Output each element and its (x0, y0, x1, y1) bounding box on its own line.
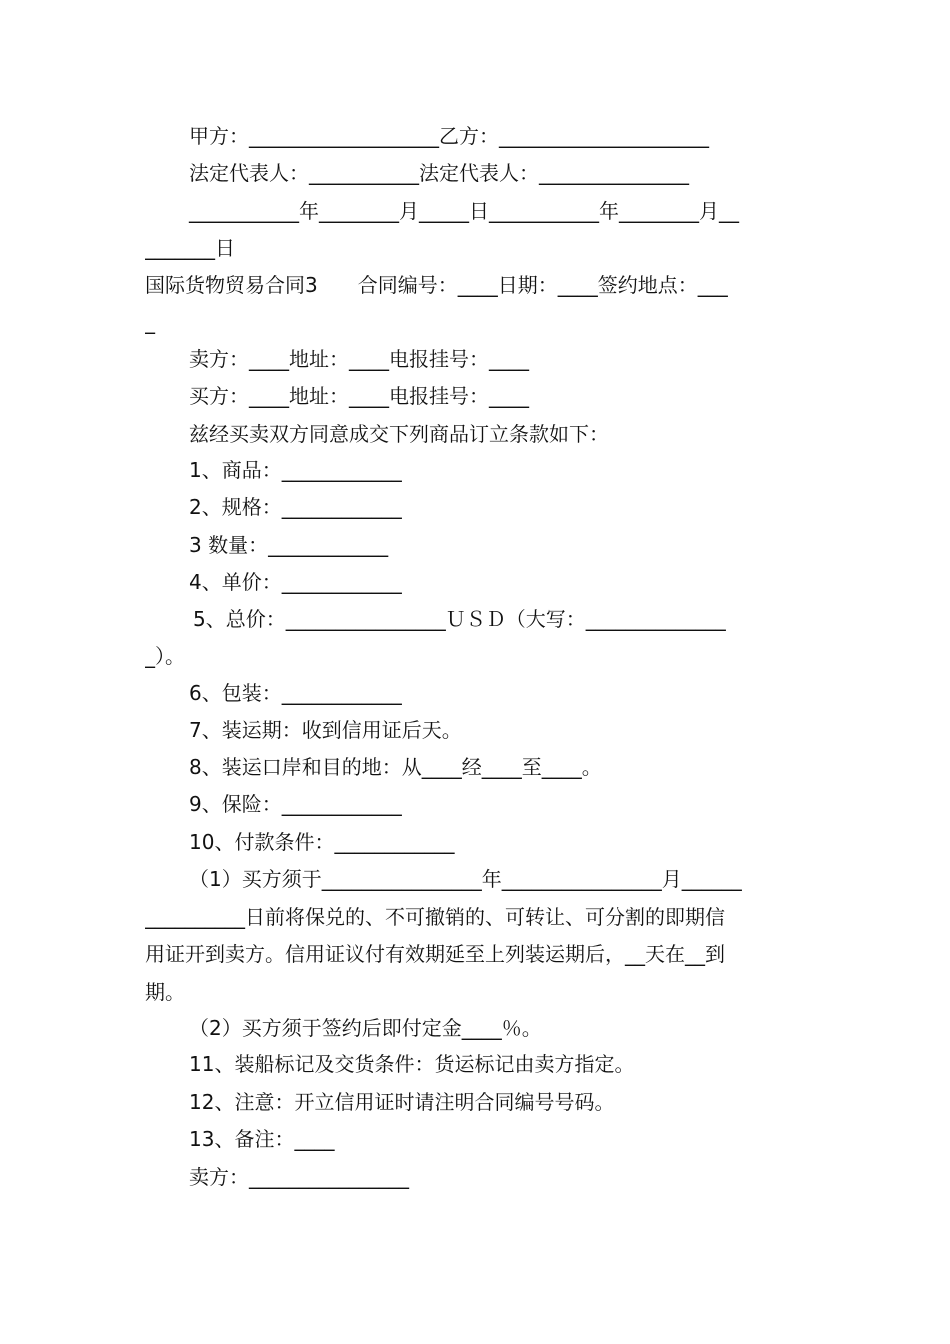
clause-insurance: 9、保险：____________ (189, 792, 402, 816)
clause-specification: 2、规格：____________ (189, 495, 402, 519)
contract-header-continuation: _ (145, 310, 155, 334)
payment-subclause-1-line3: 用证开到卖方。信用证议付有效期延至上列装运期后，__天在__到 (145, 942, 725, 966)
clause-quantity: 3 数量：____________ (189, 533, 389, 557)
clause-total-price-continuation: _）。 (145, 644, 185, 668)
clause-ports: 8、装运口岸和目的地：从____经____至____。 (189, 755, 602, 779)
payment-subclause-1-line4: 期。 (145, 980, 185, 1004)
buyer-info-line: 买方：____地址：____电报挂号：____ (189, 384, 529, 408)
clause-goods: 1、商品：____________ (189, 458, 402, 482)
seller-signature-line: 卖方：________________ (189, 1165, 409, 1189)
clause-shipment-period: 7、装运期：收到信用证后天。 (189, 718, 462, 742)
clause-total-price: 5、总价：________________ＵＳＤ（大写：______________ (193, 607, 726, 631)
clause-packing: 6、包装：____________ (189, 681, 402, 705)
clause-payment-terms: 10、付款条件：____________ (189, 830, 455, 854)
clause-remarks: 13、备注：____ (189, 1127, 335, 1151)
contract-header-line: 国际货物贸易合同3 合同编号：____日期：____签约地点：___ (145, 273, 728, 297)
party-a-b-line: 甲方：___________________乙方：_____________________ (189, 124, 709, 148)
legal-representative-line: 法定代表人：___________法定代表人：_______________ (189, 161, 689, 185)
seller-info-line: 卖方：____地址：____电报挂号：____ (189, 347, 529, 371)
clause-notice: 12、注意：开立信用证时请注明合同编号号码。 (189, 1090, 615, 1114)
clause-unit-price: 4、单价：____________ (189, 570, 402, 594)
agreement-intro: 兹经买卖双方同意成交下列商品订立条款如下： (189, 422, 609, 446)
payment-subclause-1-line2: __________日前将保兑的、不可撤销的、可转让、可分割的即期信 (145, 905, 725, 929)
clause-shipping-marks: 11、装船标记及交货条件：货运标记由卖方指定。 (189, 1052, 635, 1076)
signing-date-continuation: _______日 (145, 236, 235, 260)
signing-date-line: ___________年________月_____日___________年________月__ (189, 199, 739, 223)
payment-subclause-2: （2）买方须于签约后即付定金____％。 (189, 1016, 542, 1040)
payment-subclause-1: （1）买方须于________________年________________月______ (189, 867, 742, 891)
